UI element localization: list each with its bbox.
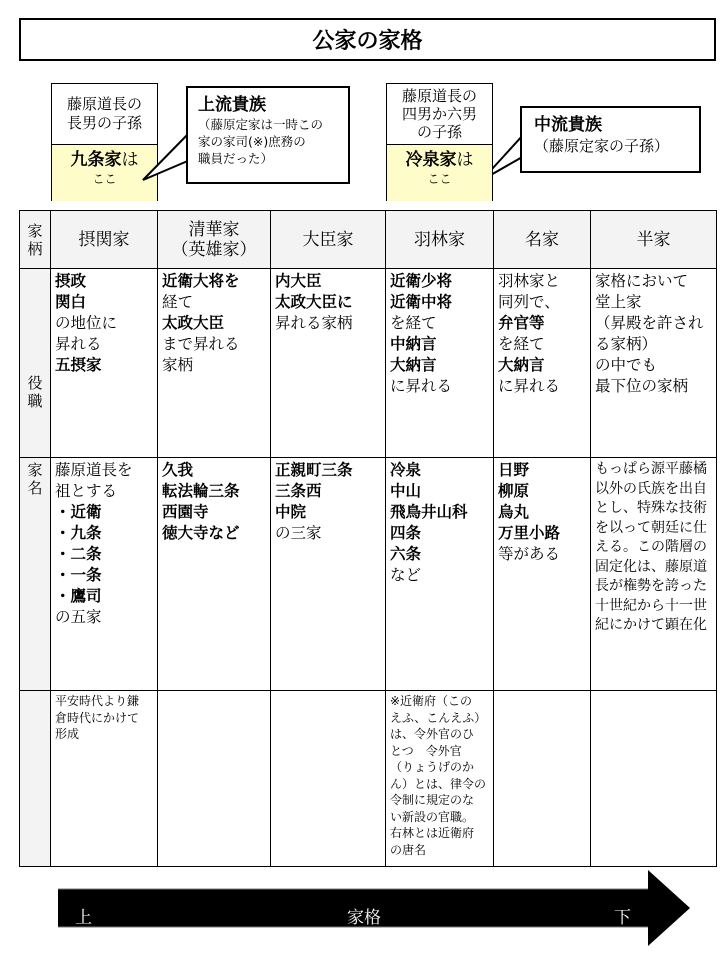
row-label-char: 職	[27, 391, 43, 410]
corner-char: 家	[27, 221, 43, 240]
cell-line: は、令外官のひ	[390, 727, 475, 741]
header-text: 清華家	[188, 219, 240, 240]
lineage-line: 四男か六男	[401, 105, 477, 123]
cell-line: 近衛中将	[390, 293, 453, 311]
cell-line: 藤原道長を	[55, 461, 133, 479]
cell-line: に昇れる	[498, 377, 561, 395]
cell-line: 中山	[390, 482, 422, 500]
cell-line: 六条	[390, 545, 422, 563]
table-cell-urin	[386, 458, 494, 691]
cell-line: （りょうげのか	[390, 760, 475, 774]
cell-line: 大納言	[390, 356, 437, 374]
cell-line: 中院	[275, 503, 307, 521]
cell-line: ・九条	[55, 524, 102, 542]
table-cell-sekkan	[51, 269, 158, 458]
table-cell-hanke	[591, 691, 717, 867]
cell-line: 家格において	[595, 272, 689, 290]
callout-heading: 中流貴族	[534, 115, 602, 135]
arrow-label-high: 上	[75, 908, 92, 928]
table-cell-daijin	[271, 269, 386, 458]
cell-line: 三条西	[275, 482, 322, 500]
cell-line: えふ、こんえふ）	[390, 710, 487, 725]
cell-line: 同列で、	[498, 293, 560, 311]
cell-line: 飛鳥井山科	[390, 503, 468, 521]
table-cell-daijin	[271, 458, 386, 691]
row-label-house-names	[20, 458, 51, 691]
lineage-text	[387, 84, 492, 145]
cell-line: の五家	[55, 608, 102, 626]
cell-line: を経て	[498, 335, 545, 353]
cell-line: の固定化は、藤	[595, 539, 707, 575]
cell-line: える。この階層	[595, 539, 693, 555]
header-text: 大臣家	[302, 229, 354, 250]
column-header-seiga	[158, 211, 271, 269]
page-title: 公家の家格	[19, 18, 716, 61]
here-label: ここ	[427, 172, 452, 186]
cell-line: 近衛大将を	[162, 272, 240, 290]
cell-line: 倉時代にかけて	[55, 710, 140, 725]
cell-line: に昇れる	[390, 377, 453, 395]
table-cell-hanke	[591, 269, 717, 458]
kujo-lineage-box	[51, 83, 158, 201]
cell-line: （昇殿を許され	[595, 314, 704, 332]
cell-line: 柳原	[498, 482, 530, 500]
cell-line: けて顕在化	[637, 617, 707, 633]
cell-line: 内大臣	[275, 272, 322, 290]
here-label: ここ	[92, 172, 117, 186]
lineage-line: 藤原道長の	[401, 87, 477, 105]
cell-line: 四条	[390, 524, 422, 542]
table-cell-seiga	[158, 458, 271, 691]
cell-line: の三家	[275, 524, 322, 542]
lineage-line: の子孫	[416, 123, 462, 141]
cell-line: の唐名	[390, 842, 427, 857]
callout-line: 家の家司(※)庶務の	[198, 134, 306, 149]
header-text: 羽林家	[414, 229, 465, 250]
arrow-label-center: 家格	[347, 908, 381, 928]
cell-line: 西園寺	[162, 503, 209, 521]
corner-char: 柄	[27, 239, 43, 258]
cell-line: 以って朝廷に仕	[609, 519, 707, 536]
cell-line: 家柄	[162, 356, 194, 374]
cell-line: 五摂家	[55, 356, 102, 374]
table-cell-urin	[386, 269, 494, 458]
cell-line: 中納言	[390, 335, 437, 353]
cell-line: の地位に	[55, 314, 118, 332]
house-highlight	[52, 145, 157, 201]
table-cell-sekkan	[51, 458, 158, 691]
header-text: 半家	[636, 229, 671, 250]
cell-line: 形成	[55, 727, 80, 741]
house-name: 九条家	[70, 150, 122, 170]
cell-line: ん）とは、律令の	[390, 776, 487, 791]
cell-line: 徳大寺など	[162, 524, 240, 542]
header-text: 摂関家	[78, 229, 130, 250]
cell-line: 昇れる	[55, 335, 102, 353]
lineage-line: 藤原道長の	[66, 95, 142, 113]
cell-line: 冷泉	[390, 461, 422, 479]
kakaku-table	[19, 210, 717, 867]
house-name: 冷泉家	[405, 150, 457, 170]
cell-line: 右林とは近衛府	[390, 826, 475, 840]
header-text: 名家	[525, 229, 559, 250]
reizei-lineage-box	[386, 83, 493, 201]
cell-line: 近衛少将	[390, 272, 453, 290]
table-cell-urin	[386, 691, 494, 867]
callout-line: （藤原定家は一時この	[198, 117, 324, 132]
cell-line: ら十一世紀にか	[595, 597, 707, 633]
cell-line: 誇った十世紀か	[595, 578, 707, 614]
cell-line: 昇れる家柄	[275, 314, 353, 332]
header-row	[20, 211, 717, 269]
cell-line: 久我	[162, 461, 194, 479]
cell-line: 摂政	[55, 272, 87, 290]
cell-line: もっぱら	[595, 461, 651, 477]
cell-line: 烏丸	[498, 503, 530, 521]
table-cell-meika	[494, 269, 591, 458]
cell-line: まで昇れる	[162, 335, 240, 353]
cell-line: 祖とする	[55, 482, 118, 500]
callout-line: 職員だった）	[198, 151, 274, 166]
cell-line: 大納言	[498, 356, 545, 374]
cell-line: 原道長が権勢を	[595, 558, 707, 594]
house-suffix: は	[121, 150, 139, 170]
arrow-label-low: 下	[614, 908, 631, 928]
cell-line: 堂上家	[595, 293, 642, 311]
table-cell-sekkan	[51, 691, 158, 867]
cell-line: 等がある	[498, 545, 561, 563]
cell-line: 平安時代より鎌	[55, 694, 140, 708]
cell-line: る家柄）	[595, 335, 658, 353]
cell-line: ・一条	[55, 566, 102, 584]
table-cell-daijin	[271, 691, 386, 867]
lineage-line: 長男の子孫	[66, 114, 142, 132]
cell-line: い新設の官職。	[390, 809, 475, 824]
column-header-sekkan	[51, 211, 158, 269]
table-cell-seiga	[158, 691, 271, 867]
table-cell-hanke	[591, 458, 717, 691]
cell-line: ・近衛	[55, 503, 102, 521]
table-row-house-names	[20, 458, 717, 691]
callout-line: （藤原定家の子孫）	[534, 137, 670, 155]
cell-line: 関白	[55, 293, 87, 311]
cell-line: 転法輪三条	[162, 482, 240, 500]
middle-nobility-callout	[520, 106, 701, 173]
cell-line: など	[390, 566, 422, 584]
callout-heading: 上流貴族	[198, 95, 266, 115]
cell-line: 弁官等	[498, 314, 545, 332]
cell-line: ※近衛府（この	[390, 694, 473, 708]
cell-line: とつ 令外官	[390, 743, 462, 758]
cell-line: 羽林家と	[498, 272, 561, 290]
header-text: （英雄家）	[171, 239, 257, 260]
cell-line: 日野	[498, 461, 530, 479]
row-label-char: 家	[27, 461, 43, 479]
cell-line: を経て	[390, 314, 437, 332]
column-header-daijin	[271, 211, 386, 269]
cell-line: ・二条	[55, 545, 102, 563]
row-label-position	[20, 269, 51, 458]
cell-line: 氏族を出自とし、	[595, 480, 707, 516]
column-header-hanke	[591, 211, 717, 269]
table-cell-meika	[494, 691, 591, 867]
house-highlight	[387, 145, 492, 201]
upper-nobility-callout	[186, 86, 350, 184]
column-header-urin	[386, 211, 494, 269]
lineage-text	[52, 84, 157, 145]
column-header-meika	[494, 211, 591, 269]
row-label-char: 名	[27, 479, 43, 497]
table-row-notes	[20, 691, 717, 867]
table-cell-seiga	[158, 269, 271, 458]
cell-line: 万里小路	[498, 524, 561, 542]
cell-line: 太政大臣に	[275, 293, 353, 311]
cell-line: 令制に規定のな	[390, 793, 475, 807]
row-label-char: 役	[27, 373, 43, 392]
table-row-position	[20, 269, 717, 458]
cell-line: 源平藤橘以外の	[595, 461, 707, 497]
cell-line: 正親町三条	[275, 461, 353, 479]
cell-line: の中でも	[595, 356, 658, 374]
table-cell-meika	[494, 458, 591, 691]
cell-line: 太政大臣	[162, 314, 225, 332]
cell-line: 特殊な技術を	[595, 500, 707, 536]
cell-line: 経て	[162, 293, 194, 311]
house-suffix: は	[456, 150, 474, 170]
cell-line: ・鷹司	[55, 587, 102, 605]
cell-line: 最下位の家柄	[595, 377, 689, 395]
row-label-notes	[20, 691, 51, 867]
corner-label	[20, 211, 51, 269]
